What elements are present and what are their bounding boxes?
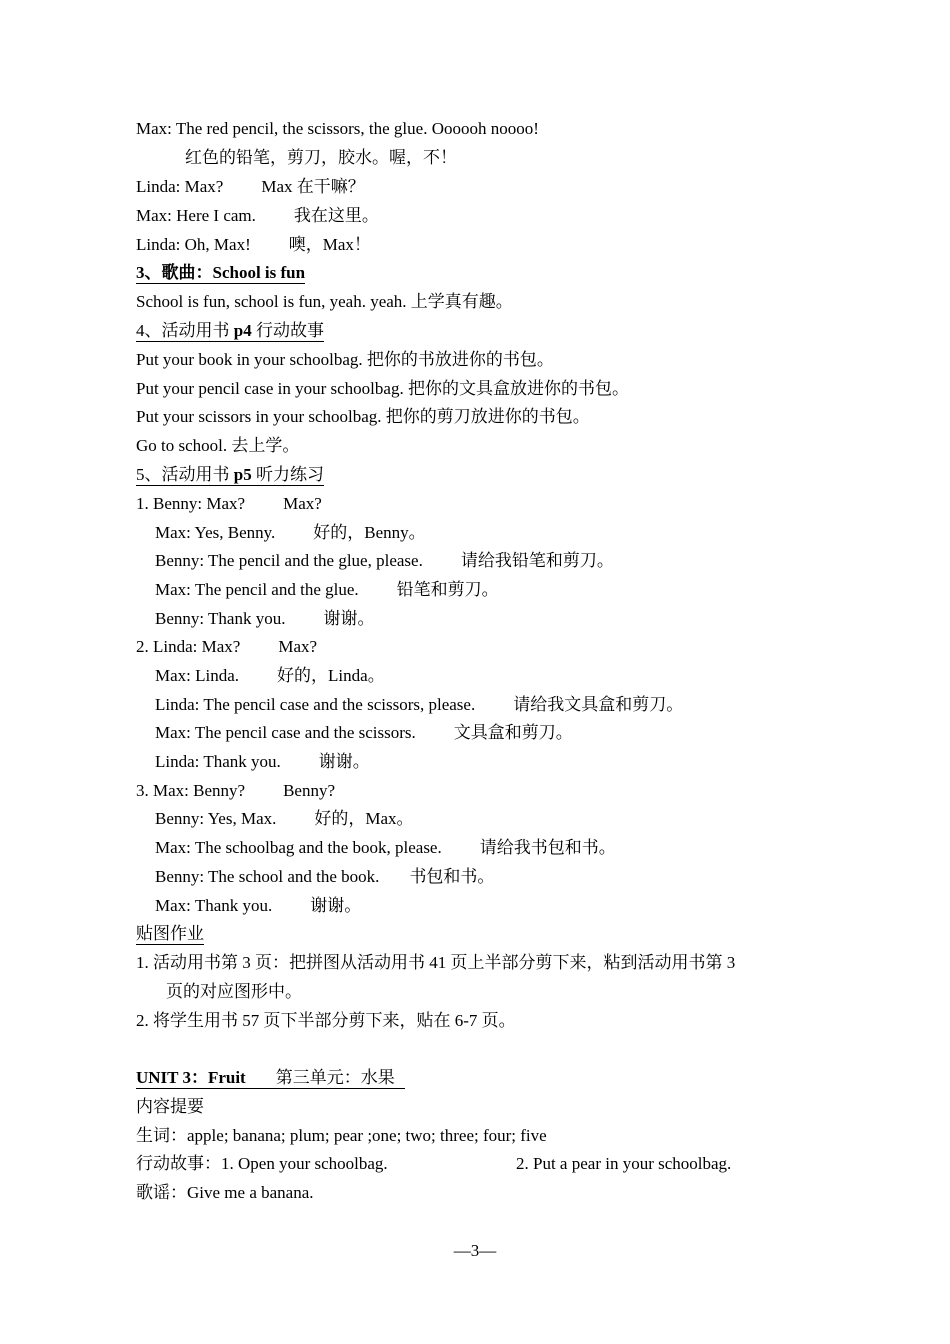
dialog-line xyxy=(155,722,573,744)
dialog-en: Max: Here I cam. xyxy=(136,206,256,225)
dialog-cn: 请给我铅笔和剪刀。 xyxy=(460,551,614,570)
song-line: School is fun, school is fun, yeah. yeah. 上学真有趣。 xyxy=(136,292,513,311)
story-line: 2. Put a pear in your schoolbag. xyxy=(516,1154,732,1173)
dialog-cn: 好的，Max。 xyxy=(314,809,414,828)
dialog-en: Max: The pencil and the glue. xyxy=(155,580,359,599)
dialog-en: Benny: The pencil and the glue, please. xyxy=(155,551,423,570)
dialog-cn: Max? xyxy=(278,637,318,656)
story-line: Put your scissors in your schoolbag. 把你的剪刀放进你的书包。 xyxy=(136,407,590,426)
homework-item: 2. 将学生用书 57 页下半部分剪下来，贴在 6-7 页。 xyxy=(136,1011,516,1030)
chant-line: 歌谣：Give me a banana. xyxy=(136,1183,314,1202)
dialog-cn: 请给我书包和书。 xyxy=(479,838,616,857)
story-line: Put your pencil case in your schoolbag. 把你的文具盒放进你的书包。 xyxy=(136,379,629,398)
dialog-line xyxy=(136,205,379,227)
story-line: 行动故事：1. Open your schoolbag. xyxy=(136,1154,388,1173)
translation-line: 红色的铅笔，剪刀，胶水。喔，不！ xyxy=(185,148,457,167)
dialog-en: Max: The pencil case and the scissors. xyxy=(155,723,416,742)
dialog-line xyxy=(155,751,370,773)
dialog-line xyxy=(136,780,335,802)
unit-heading xyxy=(136,1067,405,1089)
section-heading-listening xyxy=(136,464,324,486)
homework-item-continued: 页的对应图形中。 xyxy=(166,982,302,1001)
dialog-cn: Benny? xyxy=(283,781,336,800)
unit-title: UNIT 3：Fruit xyxy=(136,1068,246,1087)
dialog-cn: Max 在干嘛？ xyxy=(261,177,365,196)
dialog-en: Benny: Thank you. xyxy=(155,609,286,628)
dialog-en: Max: Yes, Benny. xyxy=(155,523,276,542)
section-heading-story xyxy=(136,320,324,342)
dialog-cn: 我在这里。 xyxy=(293,206,379,225)
dialog-line xyxy=(136,493,322,515)
dialog-en: 3. Max: Benny? xyxy=(136,781,246,800)
dialog-cn: 好的，Linda。 xyxy=(277,666,385,685)
dialog-en: Linda: The pencil case and the scissors, please. xyxy=(155,695,476,714)
summary-label: 内容提要 xyxy=(136,1097,204,1116)
dialog-line xyxy=(136,636,317,658)
dialog-line xyxy=(155,808,414,830)
page-number: —3— xyxy=(453,1241,497,1260)
homework-heading xyxy=(136,923,204,945)
dialog-cn: 文具盒和剪刀。 xyxy=(453,723,573,742)
dialog-cn: 铅笔和剪刀。 xyxy=(396,580,499,599)
dialog-line xyxy=(155,694,683,716)
dialog-cn: 谢谢。 xyxy=(310,896,362,915)
dialog-line xyxy=(155,608,374,630)
dialog-cn: 请给我文具盒和剪刀。 xyxy=(513,695,684,714)
dialog-en: Linda: Max? xyxy=(136,177,224,196)
dialog-line xyxy=(155,837,616,859)
dialog-cn: Max? xyxy=(283,494,322,513)
page-ref: p5 xyxy=(233,465,252,484)
homework-item: 1. 活动用书第 3 页：把拼图从活动用书 41 页上半部分剪下来，粘到活动用书第 3 xyxy=(136,953,736,972)
dialog-en: Linda: Thank you. xyxy=(155,752,281,771)
section-number: 5、活动用书 xyxy=(136,465,234,484)
page-ref: p4 xyxy=(233,321,252,340)
dialog-en: Benny: Yes, Max. xyxy=(155,809,277,828)
dialog-en: Max: Thank you. xyxy=(155,896,273,915)
dialog-line: Max: The red pencil, the scissors, the glue. Oooooh noooo! xyxy=(136,119,539,138)
dialog-cn: 谢谢。 xyxy=(323,609,375,628)
section-title: School is fun xyxy=(212,263,306,282)
dialog-en: Max: Linda. xyxy=(155,666,240,685)
section-number: 4、活动用书 xyxy=(136,321,234,340)
dialog-line xyxy=(155,866,494,888)
dialog-en: 1. Benny: Max? xyxy=(136,494,246,513)
dialog-line xyxy=(136,234,371,256)
dialog-en: Linda: Oh, Max! xyxy=(136,235,251,254)
dialog-cn: 谢谢。 xyxy=(318,752,370,771)
dialog-en: Benny: The school and the book. xyxy=(155,867,380,886)
unit-title-cn: 第三单元：水果 xyxy=(275,1068,395,1087)
section-heading-song xyxy=(136,262,305,284)
dialog-cn: 好的，Benny。 xyxy=(313,523,426,542)
dialog-line xyxy=(155,665,385,687)
story-line: Put your book in your schoolbag. 把你的书放进你的书包。 xyxy=(136,350,554,369)
vocab-line: 生词：apple; banana; plum; pear ;one; two; three; four; five xyxy=(136,1126,547,1145)
homework-title: 贴图作业 xyxy=(136,924,204,943)
dialog-en: Max: The schoolbag and the book, please. xyxy=(155,838,442,857)
section-title: 行动故事 xyxy=(251,321,324,340)
section-title: 听力练习 xyxy=(251,465,324,484)
dialog-en: 2. Linda: Max? xyxy=(136,637,241,656)
dialog-line xyxy=(155,579,499,601)
story-line: Go to school. 去上学。 xyxy=(136,436,300,455)
section-number: 3、歌曲： xyxy=(136,263,213,282)
dialog-cn: 噢，Max！ xyxy=(288,235,371,254)
dialog-line xyxy=(136,176,365,198)
dialog-cn: 书包和书。 xyxy=(409,867,495,886)
dialog-line xyxy=(155,895,361,917)
dialog-line xyxy=(155,522,426,544)
dialog-line xyxy=(155,550,614,572)
